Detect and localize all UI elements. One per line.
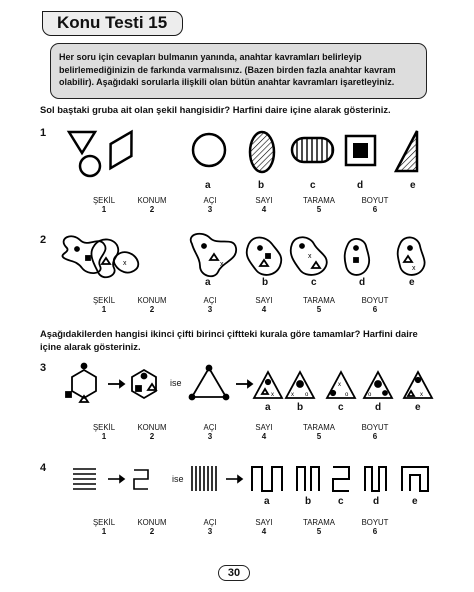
q4-option-b-figure[interactable] — [297, 467, 319, 491]
question-4-number: 4 — [40, 462, 47, 474]
q1-option-c[interactable]: c — [310, 180, 316, 191]
q2-option-b-figure[interactable] — [247, 238, 282, 275]
q2-group-figure — [62, 236, 138, 277]
concept-tag-tarama[interactable]: TARAMA 5 — [303, 423, 335, 442]
section1-prompt: Sol baştaki gruba ait olan şekil hangisidir? Harfini daire içine alarak gösteriniz. — [40, 104, 391, 115]
concept-tag-sayi[interactable]: SAYI 4 — [255, 423, 273, 442]
concept-tag-sekil[interactable]: ŞEKİL 1 — [92, 296, 116, 315]
q4-question-pair — [192, 466, 242, 491]
q1-option-a-figure[interactable] — [193, 134, 225, 166]
svg-text:x: x — [412, 265, 416, 272]
q2-option-b[interactable]: b — [262, 277, 269, 288]
q3-ise-label: ise — [170, 378, 182, 388]
q2-option-a[interactable]: a — [205, 277, 211, 288]
question-2-number: 2 — [40, 234, 47, 246]
concept-tag-aci[interactable]: AÇI 3 — [203, 296, 217, 315]
concept-tag-konum[interactable]: KONUM 2 — [137, 296, 167, 315]
question-3-number: 3 — [40, 362, 47, 374]
concept-tag-aci[interactable]: AÇI 3 — [203, 196, 217, 215]
svg-text:x: x — [291, 392, 294, 398]
concept-tag-aci[interactable]: AÇI 3 — [203, 423, 217, 442]
concept-tag-sekil[interactable]: ŞEKİL 1 — [92, 518, 116, 537]
q2-option-e[interactable]: e — [409, 277, 415, 288]
q2-option-e-figure[interactable] — [398, 237, 425, 275]
concept-tag-boyut[interactable]: BOYUT 6 — [361, 296, 389, 315]
q1-option-e-figure[interactable] — [396, 131, 417, 171]
q4-option-e-figure[interactable] — [402, 467, 428, 491]
svg-text:o: o — [368, 392, 372, 398]
concept-tag-boyut[interactable]: BOYUT 6 — [361, 423, 389, 442]
concept-tag-sekil[interactable]: ŞEKİL 1 — [92, 196, 116, 215]
q4-option-c-figure[interactable] — [333, 467, 349, 491]
q1-option-b[interactable]: b — [258, 180, 265, 191]
page-number: 30 — [218, 565, 250, 581]
q1-option-e[interactable]: e — [410, 180, 416, 191]
q3-option-d-figure[interactable] — [364, 372, 392, 398]
q3-concept-tags — [92, 423, 412, 449]
q1-option-d-figure[interactable] — [346, 136, 375, 165]
concept-tag-sekil[interactable]: ŞEKİL 1 — [92, 423, 116, 442]
q1-option-a[interactable]: a — [205, 180, 211, 191]
q1-option-c-figure[interactable] — [292, 138, 333, 162]
svg-text:x: x — [220, 261, 224, 268]
concept-tag-boyut[interactable]: BOYUT 6 — [361, 196, 389, 215]
svg-text:x: x — [271, 392, 274, 398]
svg-text:o: o — [305, 392, 309, 398]
concept-tag-sayi[interactable]: SAYI 4 — [255, 518, 273, 537]
q4-concept-tags — [92, 518, 412, 544]
q2-option-c[interactable]: c — [311, 277, 317, 288]
concept-tag-konum[interactable]: KONUM 2 — [137, 423, 167, 442]
q3-option-a[interactable]: a — [265, 402, 271, 413]
svg-text:o: o — [345, 392, 349, 398]
svg-text:x: x — [338, 382, 341, 388]
q3-example-pair — [66, 364, 156, 403]
q3-option-c-figure[interactable] — [327, 372, 355, 398]
q4-option-a-figure[interactable] — [252, 467, 282, 491]
q3-option-e[interactable]: e — [415, 402, 421, 413]
concept-tag-konum[interactable]: KONUM 2 — [137, 196, 167, 215]
q3-option-b[interactable]: b — [297, 402, 304, 413]
q1-option-b-figure[interactable] — [250, 132, 274, 172]
q3-question-pair — [190, 366, 253, 400]
svg-text:x: x — [308, 253, 312, 260]
concept-tag-aci[interactable]: AÇI 3 — [203, 518, 217, 537]
q1-option-d[interactable]: d — [357, 180, 364, 191]
q4-option-b[interactable]: b — [305, 496, 312, 507]
q4-option-d[interactable]: d — [373, 496, 380, 507]
q2-option-c-figure[interactable] — [291, 237, 327, 275]
q1-group-figure — [69, 126, 142, 176]
question-1-number: 1 — [40, 127, 47, 139]
q3-option-e-figure[interactable] — [404, 372, 432, 398]
q4-example-pair — [73, 469, 148, 489]
concept-tag-boyut[interactable]: BOYUT 6 — [361, 518, 389, 537]
q4-option-a[interactable]: a — [264, 496, 270, 507]
q3-option-c[interactable]: c — [338, 402, 344, 413]
q2-option-a-figure[interactable] — [191, 234, 236, 277]
q4-ise-label: ise — [172, 474, 184, 484]
concept-tag-tarama[interactable]: TARAMA 5 — [303, 296, 335, 315]
concept-tag-tarama[interactable]: TARAMA 5 — [303, 196, 335, 215]
concept-tag-tarama[interactable]: TARAMA 5 — [303, 518, 335, 537]
q4-option-e[interactable]: e — [412, 496, 418, 507]
q3-option-d[interactable]: d — [375, 402, 382, 413]
q1-concept-tags — [92, 196, 412, 222]
concept-tag-sayi[interactable]: SAYI 4 — [255, 296, 273, 315]
instructions-box: Her soru için cevapları bulmanın yanında, anahtar kavramları belirleyip belirlemediğinizin de farkında varmalısınız. (Bazen birden fazla anahtar kavram olabilir). Aşağıdaki sorularla ilişkili olan bütün anahtar kavramları işaretleyiniz. — [50, 43, 427, 99]
svg-text:x: x — [123, 260, 127, 267]
concept-tag-sayi[interactable]: SAYI 4 — [255, 196, 273, 215]
q2-concept-tags — [92, 296, 412, 322]
page-title: Konu Testi 15 — [42, 11, 183, 36]
section2-prompt: Aşağıdakilerden hangisi ikinci çifti birinci çiftteki kurala göre tamamlar? Harfini daire içine alarak gösteriniz. — [40, 328, 418, 352]
q4-option-d-figure[interactable] — [365, 467, 386, 491]
concept-tag-konum[interactable]: KONUM 2 — [137, 518, 167, 537]
q3-option-b-figure[interactable] — [286, 372, 314, 398]
q2-option-d-figure[interactable] — [345, 239, 369, 275]
q2-option-d[interactable]: d — [359, 277, 366, 288]
q3-option-a-figure[interactable] — [254, 372, 282, 398]
q4-option-c[interactable]: c — [338, 496, 344, 507]
svg-text:x: x — [420, 392, 423, 398]
